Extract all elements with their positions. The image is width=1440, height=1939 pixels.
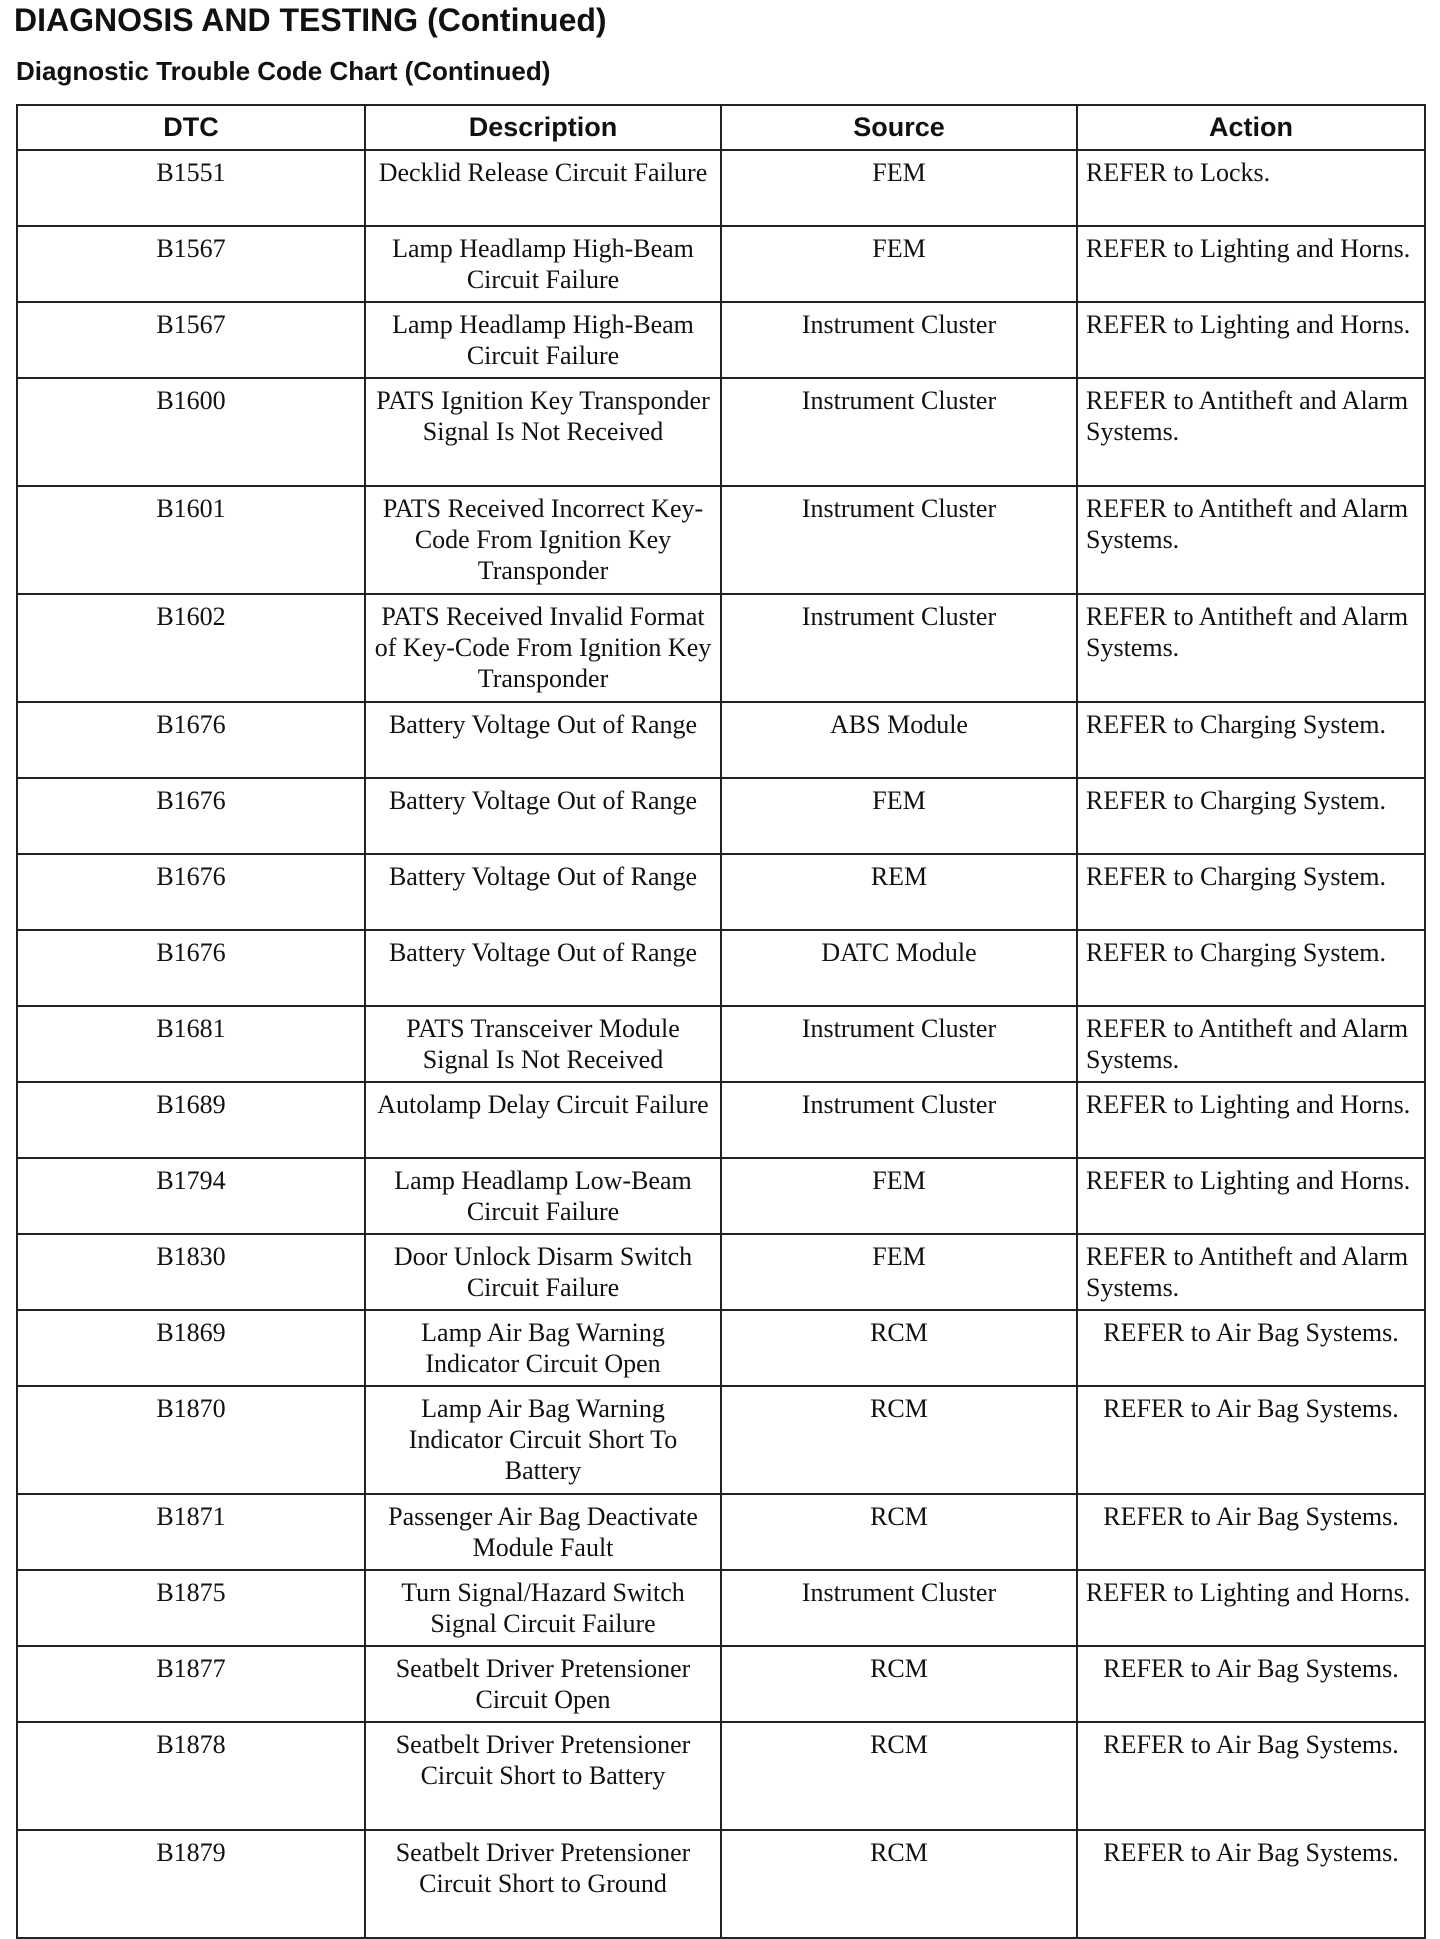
cell-dtc: B1567: [17, 302, 365, 378]
cell-description: Lamp Air Bag Warning Indicator Circuit Open: [365, 1310, 721, 1386]
cell-description: Lamp Headlamp High-Beam Circuit Failure: [365, 226, 721, 302]
table-row: [17, 1570, 1425, 1646]
chart-title: Diagnostic Trouble Code Chart (Continued): [16, 56, 551, 86]
cell-dtc: B1600: [17, 378, 365, 486]
cell-source: RCM: [721, 1830, 1077, 1938]
cell-source: RCM: [721, 1646, 1077, 1722]
table-row: [17, 1158, 1425, 1234]
table-row: [17, 778, 1425, 854]
cell-description: PATS Received Incorrect Key-Code From Ignition Key Transponder: [365, 486, 721, 594]
cell-dtc: B1602: [17, 594, 365, 702]
cell-dtc: B1869: [17, 1310, 365, 1386]
dtc-chart-table: [16, 104, 1426, 1939]
table-row: [17, 486, 1425, 594]
header-dtc: DTC: [17, 105, 365, 150]
cell-action: REFER to Air Bag Systems.: [1077, 1646, 1425, 1722]
cell-dtc: B1676: [17, 854, 365, 930]
table-row: [17, 1830, 1425, 1938]
cell-description: Battery Voltage Out of Range: [365, 930, 721, 1006]
cell-source: DATC Module: [721, 930, 1077, 1006]
table-row: [17, 1722, 1425, 1830]
cell-action: REFER to Antitheft and Alarm Systems.: [1077, 594, 1425, 702]
cell-dtc: B1601: [17, 486, 365, 594]
cell-action: REFER to Air Bag Systems.: [1077, 1494, 1425, 1570]
cell-source: RCM: [721, 1722, 1077, 1830]
cell-action: REFER to Charging System.: [1077, 930, 1425, 1006]
cell-description: Seatbelt Driver Pretensioner Circuit Open: [365, 1646, 721, 1722]
table-row: [17, 1082, 1425, 1158]
cell-action: REFER to Lighting and Horns.: [1077, 1158, 1425, 1234]
cell-source: Instrument Cluster: [721, 486, 1077, 594]
cell-action: REFER to Charging System.: [1077, 702, 1425, 778]
cell-dtc: B1551: [17, 150, 365, 226]
cell-description: Seatbelt Driver Pretensioner Circuit Short to Battery: [365, 1722, 721, 1830]
cell-dtc: B1830: [17, 1234, 365, 1310]
cell-source: Instrument Cluster: [721, 378, 1077, 486]
table-row: [17, 930, 1425, 1006]
cell-source: ABS Module: [721, 702, 1077, 778]
cell-dtc: B1877: [17, 1646, 365, 1722]
cell-source: Instrument Cluster: [721, 302, 1077, 378]
cell-dtc: B1794: [17, 1158, 365, 1234]
cell-source: FEM: [721, 226, 1077, 302]
cell-source: Instrument Cluster: [721, 594, 1077, 702]
table-row: [17, 1646, 1425, 1722]
cell-description: Lamp Headlamp Low-Beam Circuit Failure: [365, 1158, 721, 1234]
cell-action: REFER to Air Bag Systems.: [1077, 1830, 1425, 1938]
cell-source: REM: [721, 854, 1077, 930]
cell-dtc: B1879: [17, 1830, 365, 1938]
header-action: Action: [1077, 105, 1425, 150]
cell-description: Lamp Air Bag Warning Indicator Circuit Short To Battery: [365, 1386, 721, 1494]
table-row: [17, 378, 1425, 486]
table-row: [17, 594, 1425, 702]
cell-source: FEM: [721, 778, 1077, 854]
cell-source: FEM: [721, 150, 1077, 226]
table-row: [17, 854, 1425, 930]
cell-description: Battery Voltage Out of Range: [365, 778, 721, 854]
table-row: [17, 302, 1425, 378]
cell-description: Battery Voltage Out of Range: [365, 702, 721, 778]
cell-action: REFER to Air Bag Systems.: [1077, 1310, 1425, 1386]
cell-description: PATS Ignition Key Transponder Signal Is Not Received: [365, 378, 721, 486]
table-row: [17, 226, 1425, 302]
cell-source: FEM: [721, 1234, 1077, 1310]
cell-description: Turn Signal/Hazard Switch Signal Circuit Failure: [365, 1570, 721, 1646]
cell-description: PATS Received Invalid Format of Key-Code From Ignition Key Transponder: [365, 594, 721, 702]
cell-description: Passenger Air Bag Deactivate Module Fault: [365, 1494, 721, 1570]
cell-dtc: B1676: [17, 702, 365, 778]
cell-dtc: B1875: [17, 1570, 365, 1646]
cell-source: RCM: [721, 1310, 1077, 1386]
cell-dtc: B1878: [17, 1722, 365, 1830]
table-row: [17, 1494, 1425, 1570]
table-row: [17, 702, 1425, 778]
cell-source: FEM: [721, 1158, 1077, 1234]
cell-description: Seatbelt Driver Pretensioner Circuit Short to Ground: [365, 1830, 721, 1938]
cell-dtc: B1871: [17, 1494, 365, 1570]
cell-action: REFER to Antitheft and Alarm Systems.: [1077, 1006, 1425, 1082]
cell-action: REFER to Lighting and Horns.: [1077, 1082, 1425, 1158]
cell-dtc: B1870: [17, 1386, 365, 1494]
table-header-row: [17, 105, 1425, 150]
section-title: DIAGNOSIS AND TESTING (Continued): [14, 2, 607, 38]
cell-dtc: B1689: [17, 1082, 365, 1158]
cell-action: REFER to Air Bag Systems.: [1077, 1386, 1425, 1494]
cell-action: REFER to Locks.: [1077, 150, 1425, 226]
cell-dtc: B1681: [17, 1006, 365, 1082]
cell-action: REFER to Air Bag Systems.: [1077, 1722, 1425, 1830]
cell-description: Door Unlock Disarm Switch Circuit Failure: [365, 1234, 721, 1310]
cell-action: REFER to Lighting and Horns.: [1077, 302, 1425, 378]
cell-action: REFER to Lighting and Horns.: [1077, 1570, 1425, 1646]
cell-dtc: B1676: [17, 930, 365, 1006]
table-row: [17, 150, 1425, 226]
cell-description: Lamp Headlamp High-Beam Circuit Failure: [365, 302, 721, 378]
cell-action: REFER to Antitheft and Alarm Systems.: [1077, 486, 1425, 594]
cell-description: Decklid Release Circuit Failure: [365, 150, 721, 226]
table-row: [17, 1386, 1425, 1494]
cell-action: REFER to Antitheft and Alarm Systems.: [1077, 378, 1425, 486]
cell-action: REFER to Lighting and Horns.: [1077, 226, 1425, 302]
cell-dtc: B1567: [17, 226, 365, 302]
header-description: Description: [365, 105, 721, 150]
cell-source: Instrument Cluster: [721, 1570, 1077, 1646]
cell-action: REFER to Charging System.: [1077, 854, 1425, 930]
table-row: [17, 1234, 1425, 1310]
cell-source: Instrument Cluster: [721, 1082, 1077, 1158]
cell-action: REFER to Charging System.: [1077, 778, 1425, 854]
cell-source: Instrument Cluster: [721, 1006, 1077, 1082]
table-row: [17, 1006, 1425, 1082]
cell-description: Battery Voltage Out of Range: [365, 854, 721, 930]
table-row: [17, 1310, 1425, 1386]
cell-action: REFER to Antitheft and Alarm Systems.: [1077, 1234, 1425, 1310]
cell-source: RCM: [721, 1386, 1077, 1494]
cell-description: Autolamp Delay Circuit Failure: [365, 1082, 721, 1158]
cell-dtc: B1676: [17, 778, 365, 854]
header-source: Source: [721, 105, 1077, 150]
cell-source: RCM: [721, 1494, 1077, 1570]
cell-description: PATS Transceiver Module Signal Is Not Received: [365, 1006, 721, 1082]
